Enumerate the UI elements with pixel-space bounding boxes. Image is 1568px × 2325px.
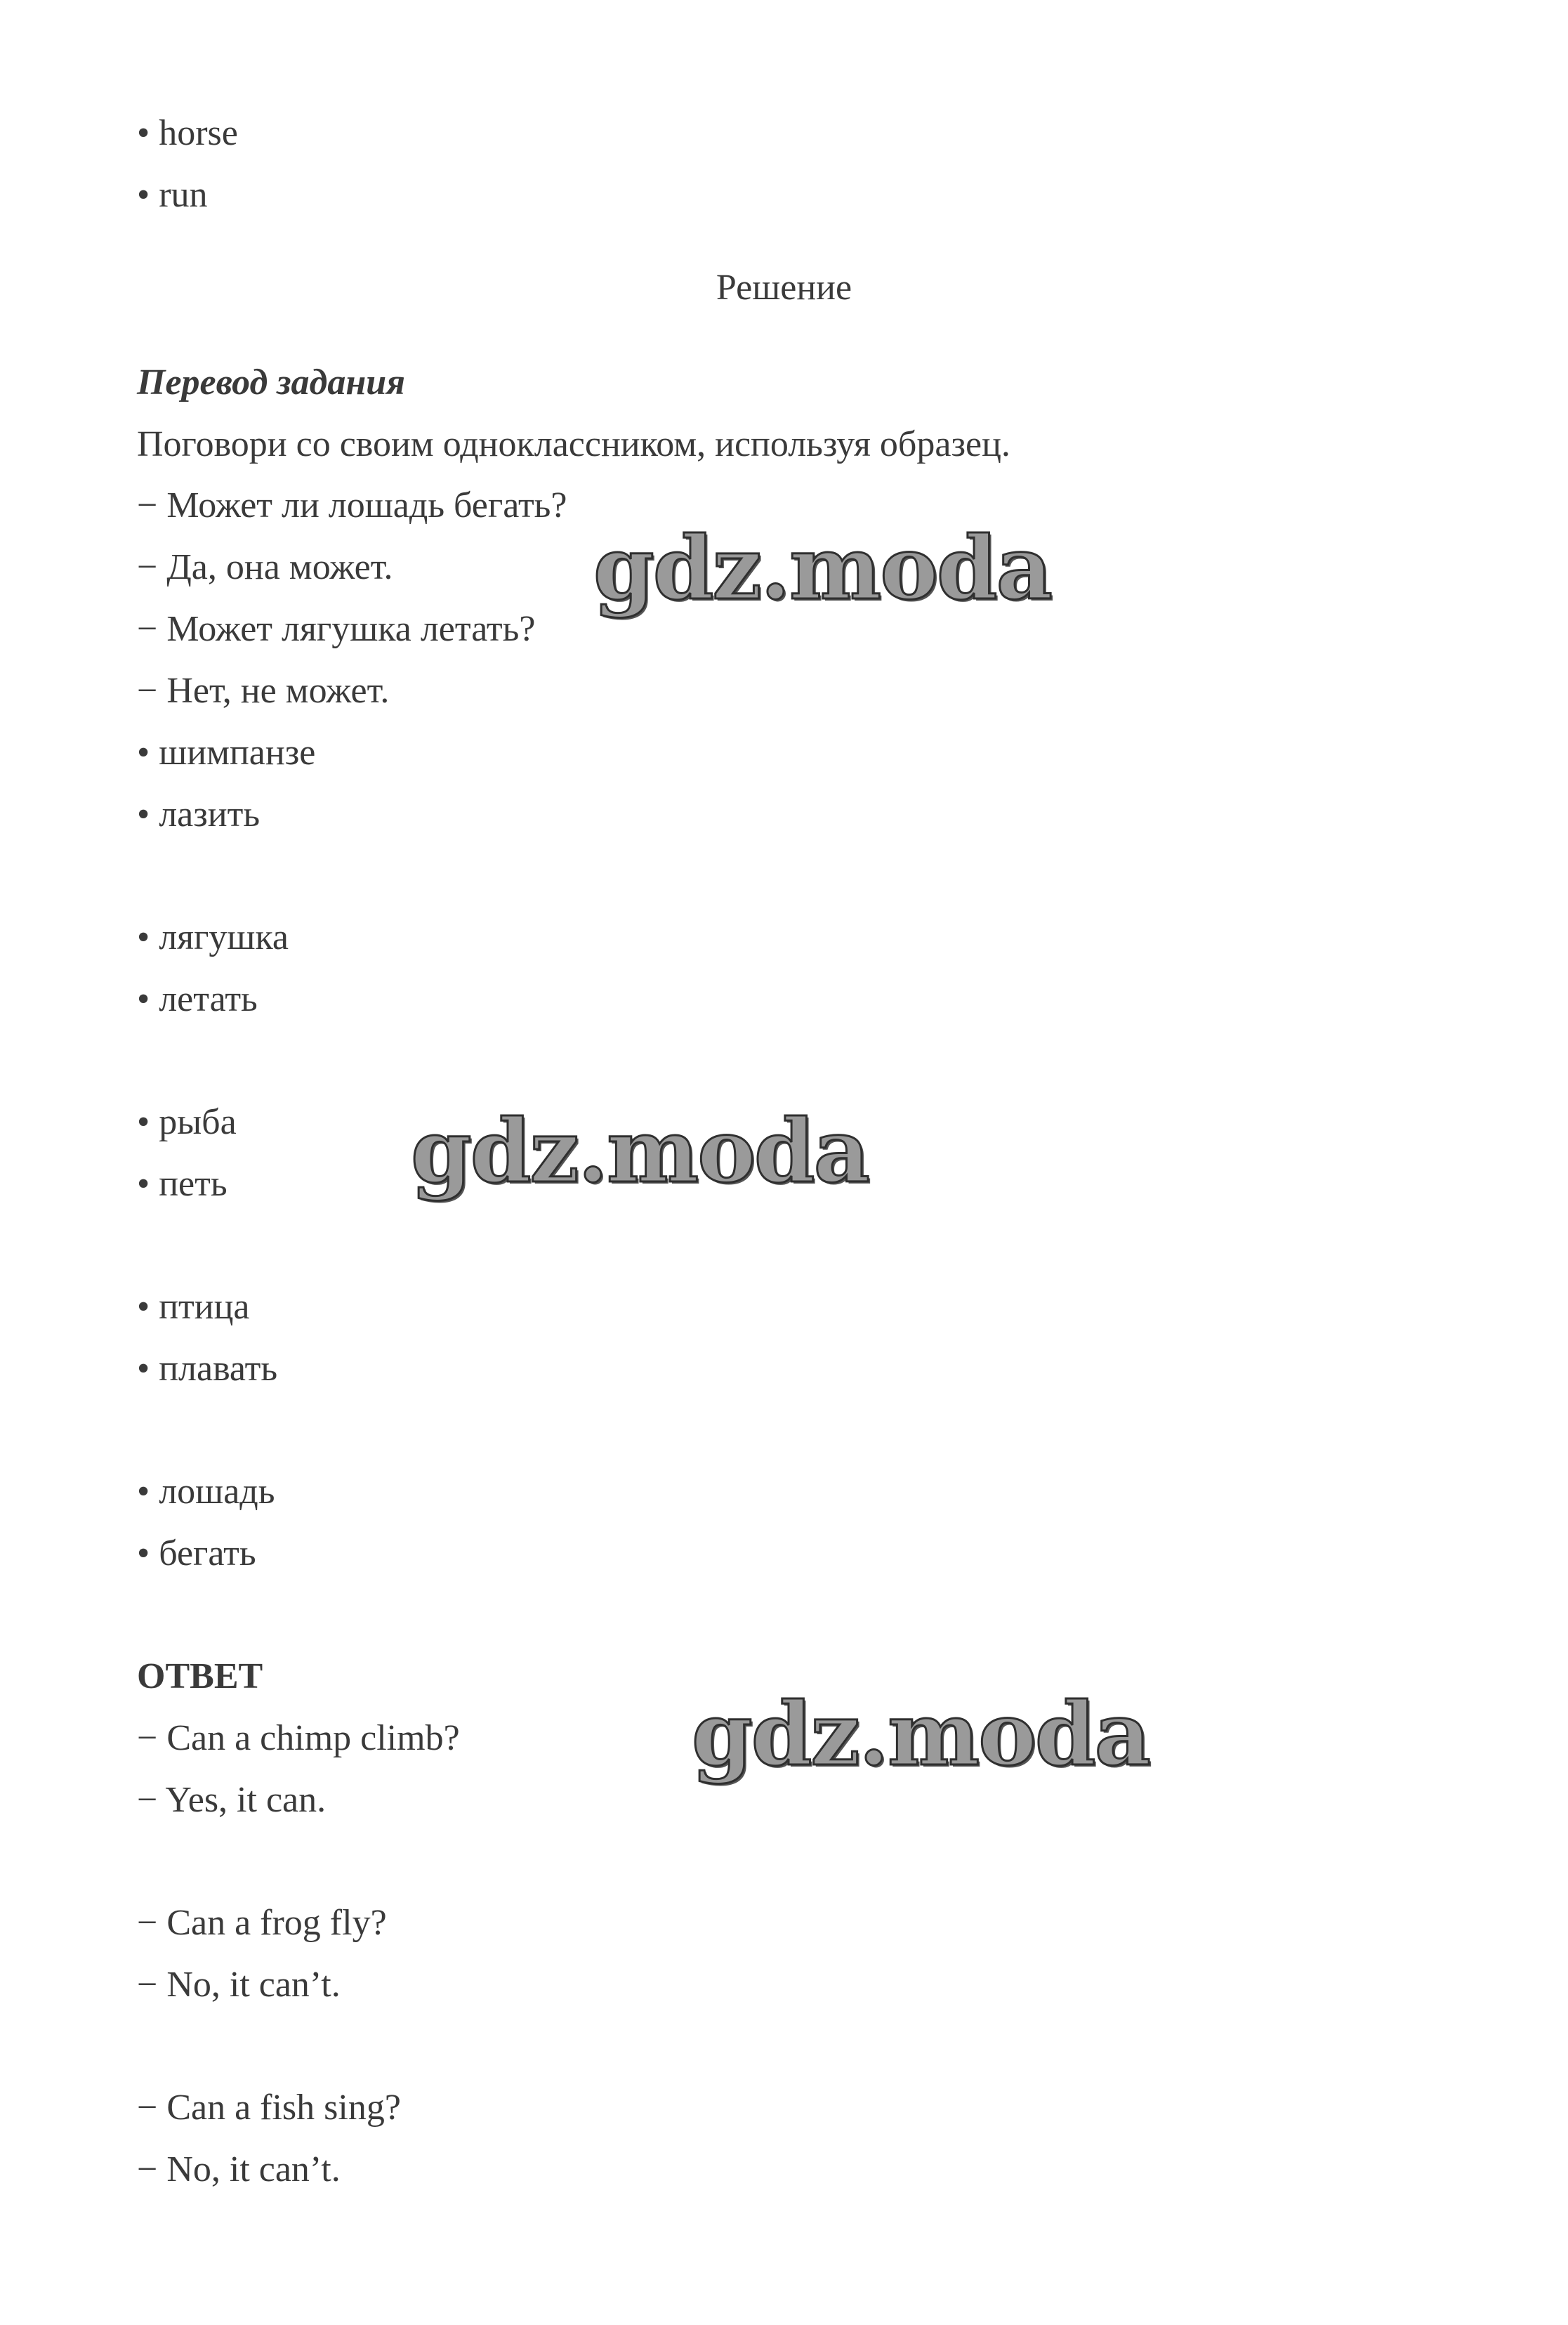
list-item: • рыба <box>137 1102 237 1142</box>
list-item: • плавать <box>137 1349 278 1389</box>
translation-instruction: Поговори со своим одноклассником, используя образец. <box>137 424 1010 464</box>
list-item: • птица <box>137 1287 250 1327</box>
answer-line: − Can a frog fly? <box>137 1903 387 1943</box>
list-item: • run <box>137 175 208 215</box>
watermark-logo: gdz.moda <box>411 1101 869 1203</box>
list-item: • лягушка <box>137 917 289 957</box>
dialogue-line: − Да, она может. <box>137 547 393 587</box>
translation-heading: Перевод задания <box>137 362 405 402</box>
dialogue-line: − Может ли лошадь бегать? <box>137 485 567 525</box>
list-item: • horse <box>137 113 238 153</box>
solution-title: Решение <box>716 268 852 308</box>
list-item: • лазить <box>137 794 261 834</box>
answer-line: − Yes, it can. <box>137 1780 327 1820</box>
dialogue-line: − Может лягушка летать? <box>137 609 536 649</box>
list-item: • лошадь <box>137 1472 275 1512</box>
list-item: • петь <box>137 1164 228 1204</box>
answer-line: − Can a chimp climb? <box>137 1718 460 1758</box>
list-item: • летать <box>137 979 258 1019</box>
answer-heading: ОТВЕТ <box>137 1656 263 1696</box>
list-item: • бегать <box>137 1533 256 1573</box>
watermark-logo: gdz.moda <box>593 518 1051 620</box>
answer-line: − No, it can’t. <box>137 1965 341 2005</box>
answer-line: − No, it can’t. <box>137 2149 341 2189</box>
dialogue-line: − Нет, не может. <box>137 671 390 711</box>
watermark-logo: gdz.moda <box>692 1684 1149 1786</box>
answer-line: − Can a fish sing? <box>137 2088 401 2128</box>
list-item: • шимпанзе <box>137 733 316 773</box>
